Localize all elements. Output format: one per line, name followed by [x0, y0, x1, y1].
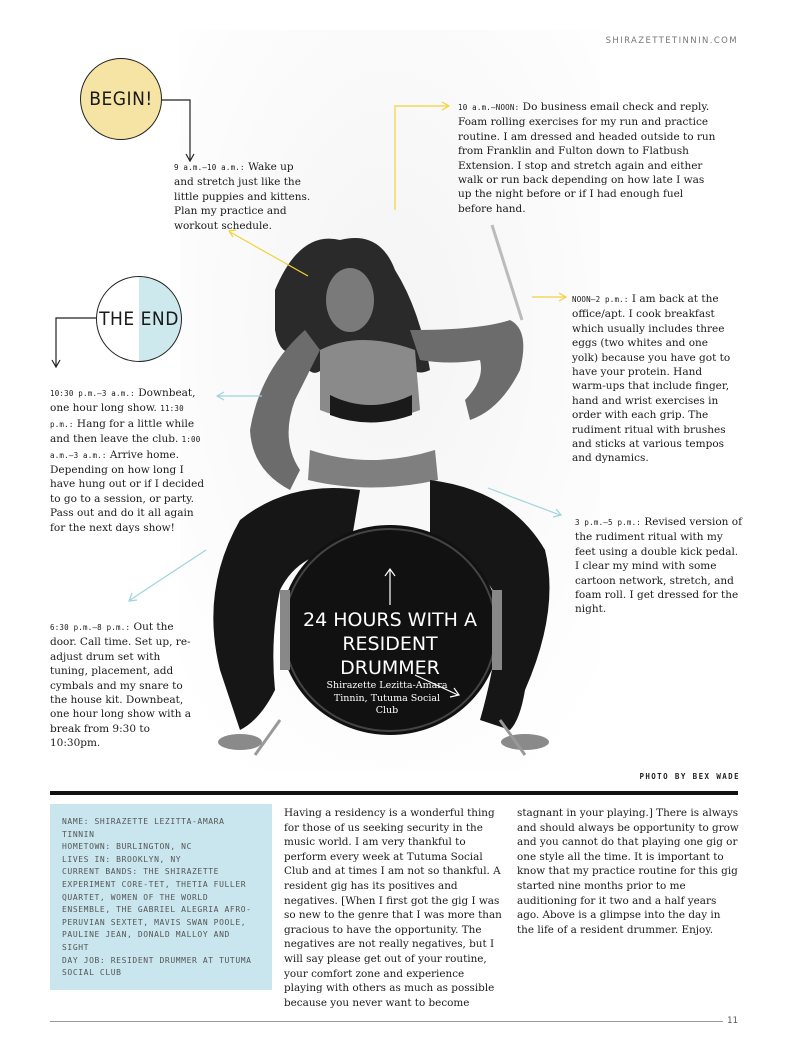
- note-630pm: [50, 620, 200, 751]
- note-time: 6:30 p.m.–8 p.m.:: [50, 623, 131, 632]
- info-day-job: DAY JOB: RESIDENT DRUMMER AT TUTUMA SOCIAL CLUB: [62, 955, 252, 978]
- end-badge: THE END: [96, 276, 182, 362]
- note-text: Wake up and stretch just like the little puppies and kittens. Plan my practice and workout schedule.: [174, 161, 311, 232]
- section-divider: [50, 791, 738, 795]
- footer-rule: [50, 1021, 738, 1022]
- note-text: Out the door. Call time. Set up, re-adjust drum set with tuning, placement, add cymbals and my snare to the house kit. Downbeat, one hour long show with a break from 9:30 to 10:30pm.: [50, 621, 192, 750]
- note-1030pm: [50, 386, 210, 535]
- info-name: NAME: SHIRAZETTE LEZITTA-AMARA TINNIN: [62, 817, 225, 839]
- note-time: 10:30 p.m.–3 a.m.:: [50, 389, 135, 398]
- note-time: 11:30 p.m.:: [50, 404, 184, 429]
- note-time: 1:00 a.m.–3 a.m.:: [50, 435, 201, 460]
- profile-infobox: [50, 804, 272, 990]
- info-hometown: HOMETOWN: BURLINGTON, NC: [62, 842, 192, 852]
- note-time: 10 a.m.–NOON:: [458, 103, 520, 112]
- note-text: I am back at the office/apt. I cook breakfast which usually includes three eggs (two whites and one yolk) because you have got to have your protein. Hand warm-ups that include finger, hand and wrist exercises in order with each grip. The rudiment ritual with brushes and sticks at various tempos and dynamics.: [572, 293, 731, 465]
- note-text: Hang for a little while and then leave the club.: [50, 417, 195, 446]
- body-column-1: Having a residency is a wonderful thing for those of us seeking security in the music world. I am very thankful to perform every week at Tutuma Social Club and at times I am not so thankful. A resident gig has its positives and negatives. [When I first got the gig I was so new to the genre that I was more than gracious to have the opportunity. The negatives are not really negatives, but I will say please get out of your routine, your comfort zone and experience playing with others as much as possible because you never want to become: [284, 807, 502, 1009]
- note-noon: [572, 292, 732, 466]
- note-time: 9 a.m.–10 a.m.:: [174, 163, 245, 172]
- info-bands: CURRENT BANDS: THE SHIRAZETTE EXPERIMENT CORE-TET, THETIA FULLER QUARTET, WOMEN OF THE WORLD ENSEMBLE, THE GABRIEL ALEGRIA AFRO-PERUVIAN SEXTET, MAVIS SWAN POOLE, PAULINE JEAN, DONALD MALLOY AND SIGHT: [62, 867, 252, 952]
- note-3pm: [575, 515, 743, 617]
- body-column-2: stagnant in your playing.] There is always and should always be opportunity to grow and you cannot do that playing one gig or one style all the time. It is important to know that my practice routine for this gig started nine months prior to me auditioning for it two and a half years ago. Above is a glimpse into the day in the life of a resident drummer. Enjoy.: [517, 807, 739, 936]
- photo-caption: Shirazette Lezitta-Amara Tinnin, Tutuma Social Club: [326, 680, 448, 716]
- info-lives-in: LIVES IN: BROOKLYN, NY: [62, 854, 182, 864]
- note-text: Downbeat, one hour long show.: [50, 387, 196, 415]
- note-10am: [458, 100, 718, 216]
- photo-credit: PHOTO BY BEX WADE: [639, 772, 740, 781]
- note-text: Do business email check and reply. Foam rolling exercises for my run and practice routine. I am dressed and headed outside to run from Franklin and Fulton down to Flatbush Extension. I stop and stretch again and either walk or run back depending on how late I was up the night before or if I had enough fuel before hand.: [458, 101, 716, 215]
- note-time: 3 p.m.–5 p.m.:: [575, 518, 642, 527]
- note-9am: [174, 160, 316, 233]
- feature-title: 24 HOURS WITH A RESIDENT DRUMMER: [303, 609, 477, 679]
- begin-badge: BEGIN!: [80, 58, 162, 140]
- note-text: Revised version of the rudiment ritual with my feet using a double kick pedal. I clear my mind with some cartoon network, stretch, and foam roll. I get dressed for the night.: [575, 516, 742, 616]
- note-text: Arrive home. Depending on how long I have hung out or if I decided to go to a session, or party. Pass out and do it all again for the next days show!: [50, 448, 205, 534]
- site-url: SHIRAZETTETINNIN.COM: [605, 36, 738, 46]
- page-number: 11: [723, 1016, 738, 1026]
- note-time: NOON–2 p.m.:: [572, 295, 629, 304]
